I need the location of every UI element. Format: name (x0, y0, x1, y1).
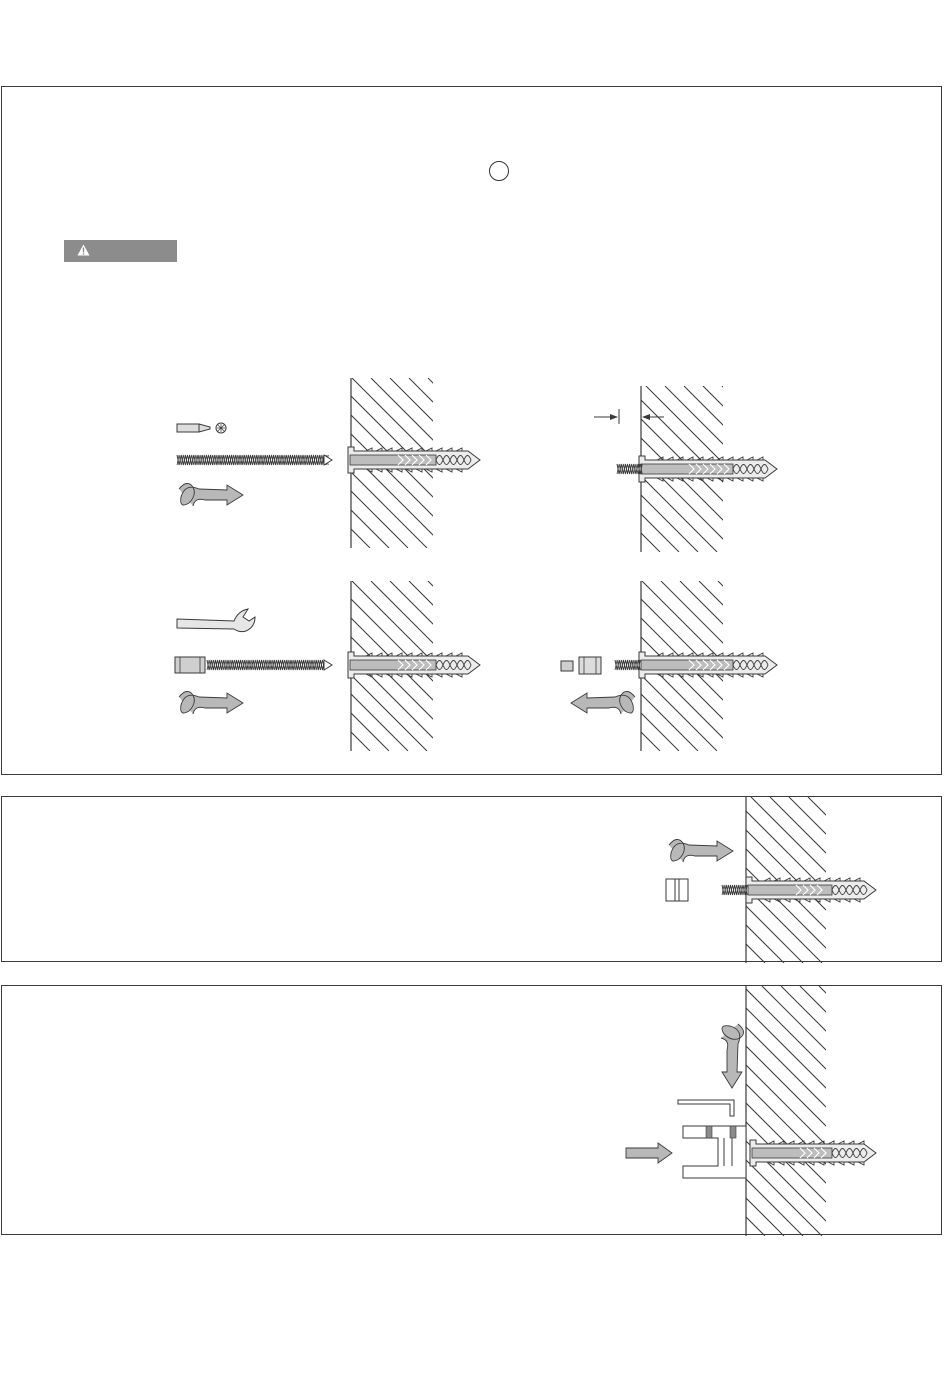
rotation-arrow-icon (571, 691, 635, 714)
rotation-arrow-down-icon (721, 1024, 744, 1088)
rotation-arrow-icon (179, 483, 243, 506)
wall-anchor (750, 1140, 876, 1166)
wall-section (580, 797, 943, 963)
bracket-diagram (2, 986, 943, 1236)
spiral-shape (179, 483, 243, 506)
wall-hatching (496, 986, 943, 1236)
spiral-shape (669, 839, 733, 862)
installation-diagram (2, 87, 943, 776)
spiral-shape (179, 691, 243, 714)
spacer-panel (1, 796, 942, 962)
spiral-shape (571, 691, 635, 714)
bracket-panel (1, 985, 942, 1235)
wall-anchor (617, 456, 777, 482)
bracket-clamp (683, 1126, 746, 1178)
wall-anchor (348, 447, 480, 473)
anchor-core (350, 660, 436, 670)
hex-head-screw (175, 657, 205, 673)
torx-head-icon (216, 423, 226, 433)
anchor-core (752, 1148, 832, 1158)
hex-nut-icon (561, 657, 601, 674)
wall-section (496, 986, 943, 1236)
rotation-arrow-icon (669, 839, 733, 862)
spacer-sleeve-icon (666, 879, 688, 901)
spacer-diagram (2, 797, 943, 963)
screw (177, 455, 332, 465)
wrench-icon (177, 609, 255, 632)
rotation-arrow-icon (179, 691, 243, 714)
hex-key-icon (678, 1100, 734, 1116)
wall-anchor (722, 877, 876, 903)
push-arrow-icon (626, 1143, 672, 1163)
installation-steps-panel (1, 86, 942, 775)
wall-hatching (580, 797, 943, 963)
wall-anchor (348, 652, 480, 678)
wall-anchor (615, 652, 777, 678)
gap-dimension-arrows (594, 409, 664, 424)
screwdriver-bit-icon (177, 424, 210, 432)
anchor-core (350, 455, 436, 465)
screw-tip (324, 660, 332, 670)
anchor-core (748, 885, 832, 895)
screw (207, 660, 332, 670)
